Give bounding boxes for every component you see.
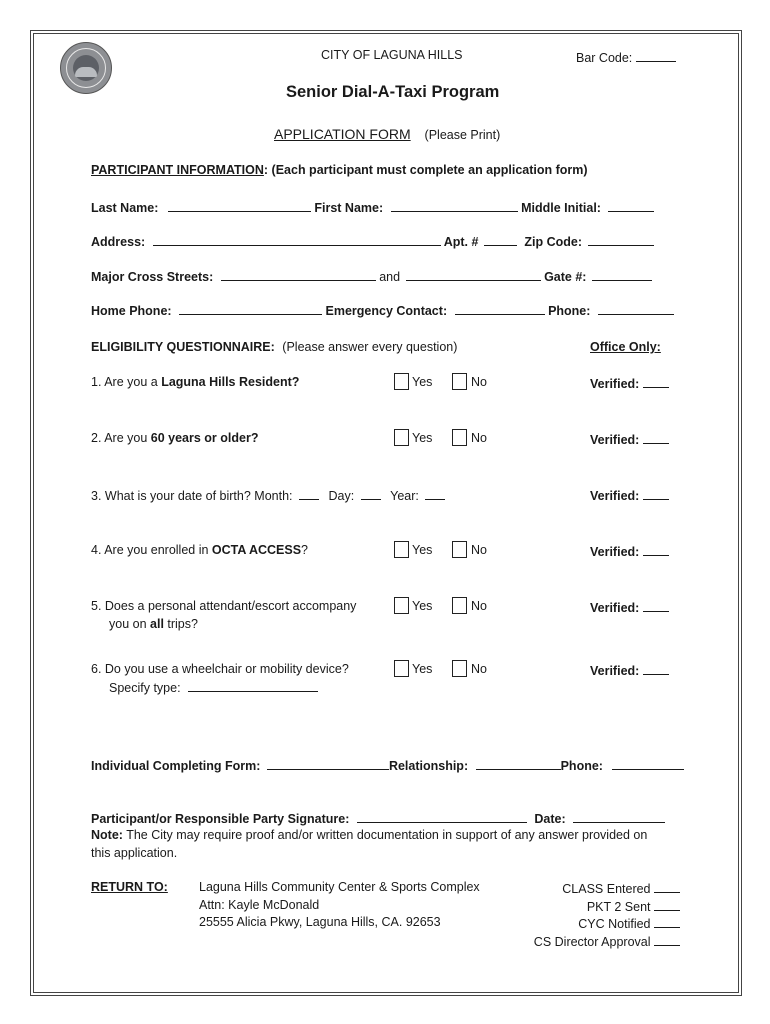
last-name-label: Last Name: [91, 201, 155, 215]
completion-row: Individual Completing Form: Relationship: Phone:: [91, 757, 684, 773]
return-address-line-2: Attn: Kayle McDonald: [199, 898, 320, 912]
office-only-heading: Office Only:: [590, 340, 661, 354]
signature-row: Participant/or Responsible Party Signature: Date:: [91, 810, 665, 826]
office-cs-director-approval: CS Director Approval: [534, 933, 680, 949]
name-row: Last Name: First Name: Middle Initial:: [91, 199, 654, 215]
dob-month-field[interactable]: [299, 487, 319, 500]
q5-no-label: No: [471, 599, 487, 613]
middle-initial-label: Middle Initial: [521, 201, 597, 215]
q6-yes-label: Yes: [412, 662, 433, 676]
first-name-field[interactable]: [391, 199, 518, 212]
gate-field[interactable]: [592, 268, 652, 281]
q2-yes-label: Yes: [412, 431, 433, 445]
q4-no-label: No: [471, 543, 487, 557]
q6-no-checkbox[interactable]: [452, 660, 467, 677]
office-cyc-notified: CYC Notified: [578, 915, 680, 931]
dob-day-field[interactable]: [361, 487, 381, 500]
signature-field[interactable]: [357, 810, 527, 823]
question-4: 4. Are you enrolled in OCTA ACCESS?: [91, 543, 308, 557]
relationship-field[interactable]: [476, 757, 561, 770]
return-to-label: RETURN TO:: [91, 880, 168, 894]
cross-street-2-field[interactable]: [406, 268, 541, 281]
phone-field[interactable]: [598, 302, 674, 315]
dob-year-field[interactable]: [425, 487, 445, 500]
q5-no-checkbox[interactable]: [452, 597, 467, 614]
q1-yes-checkbox[interactable]: [394, 373, 409, 390]
bar-code-field[interactable]: Bar Code:: [576, 49, 676, 65]
city-seal-icon: [60, 42, 112, 94]
last-name-field[interactable]: [168, 199, 311, 212]
eligibility-heading: ELIGIBILITY QUESTIONNAIRE: (Please answer every question): [91, 340, 458, 354]
question-2: 2. Are you 60 years or older?: [91, 431, 259, 445]
question-1: 1. Are you a Laguna Hills Resident?: [91, 375, 300, 389]
individual-completing-field[interactable]: [267, 757, 389, 770]
cross-streets-row: Major Cross Streets: and Gate #:: [91, 268, 652, 284]
completion-phone-field[interactable]: [612, 757, 684, 770]
q1-no-checkbox[interactable]: [452, 373, 467, 390]
question-6-line-2: Specify type:: [109, 679, 318, 695]
q2-no-checkbox[interactable]: [452, 429, 467, 446]
q1-no-label: No: [471, 375, 487, 389]
phone-row: Home Phone: Emergency Contact: Phone:: [91, 302, 674, 318]
q3-verified: Verified:: [590, 487, 669, 503]
first-name-label: First Name: [314, 201, 379, 215]
q4-verified: Verified:: [590, 543, 669, 559]
participant-section-heading: PARTICIPANT INFORMATION: (Each participant must complete an application form): [91, 163, 588, 177]
form-note: (Please Print): [424, 128, 501, 142]
home-phone-field[interactable]: [179, 302, 322, 315]
q4-no-checkbox[interactable]: [452, 541, 467, 558]
form-title-row: [274, 126, 500, 142]
specify-type-field[interactable]: [188, 679, 318, 692]
form-title: APPLICATION FORM: [274, 126, 411, 142]
q6-yes-checkbox[interactable]: [394, 660, 409, 677]
office-pkt-sent: PKT 2 Sent: [587, 898, 680, 914]
office-class-entered: CLASS Entered: [562, 880, 680, 896]
q2-verified: Verified:: [590, 431, 669, 447]
q2-yes-checkbox[interactable]: [394, 429, 409, 446]
q1-yes-label: Yes: [412, 375, 433, 389]
q5-yes-label: Yes: [412, 599, 433, 613]
middle-initial-field[interactable]: [608, 199, 654, 212]
q2-no-label: No: [471, 431, 487, 445]
question-5-line-2: you on all trips?: [109, 617, 198, 631]
address-row: Address: Apt. # Zip Code:: [91, 233, 654, 249]
q1-verified: Verified:: [590, 375, 669, 391]
question-5-line-1: 5. Does a personal attendant/escort accompany: [91, 599, 357, 613]
note-line-2: this application.: [91, 846, 178, 860]
question-6-line-1: 6. Do you use a wheelchair or mobility device?: [91, 662, 349, 676]
q6-no-label: No: [471, 662, 487, 676]
q5-verified: Verified:: [590, 599, 669, 615]
return-address-line-1: Laguna Hills Community Center & Sports Complex: [199, 880, 480, 894]
date-field[interactable]: [573, 810, 665, 823]
apt-field[interactable]: [484, 233, 517, 246]
question-3: 3. What is your date of birth? Month: Day: Year:: [91, 487, 445, 503]
cross-street-1-field[interactable]: [221, 268, 376, 281]
note-line-1: Note: The City may require proof and/or written documentation in support of any answer provided on: [91, 828, 648, 842]
city-name: CITY OF LAGUNA HILLS: [321, 48, 463, 62]
program-title: Senior Dial-A-Taxi Program: [286, 83, 500, 101]
address-field[interactable]: [153, 233, 441, 246]
q6-verified: Verified:: [590, 662, 669, 678]
zip-code-field[interactable]: [588, 233, 654, 246]
q4-yes-label: Yes: [412, 543, 433, 557]
q4-yes-checkbox[interactable]: [394, 541, 409, 558]
emergency-contact-field[interactable]: [455, 302, 545, 315]
q5-yes-checkbox[interactable]: [394, 597, 409, 614]
return-address-line-3: 25555 Alicia Pkwy, Laguna Hills, CA. 92653: [199, 915, 441, 929]
